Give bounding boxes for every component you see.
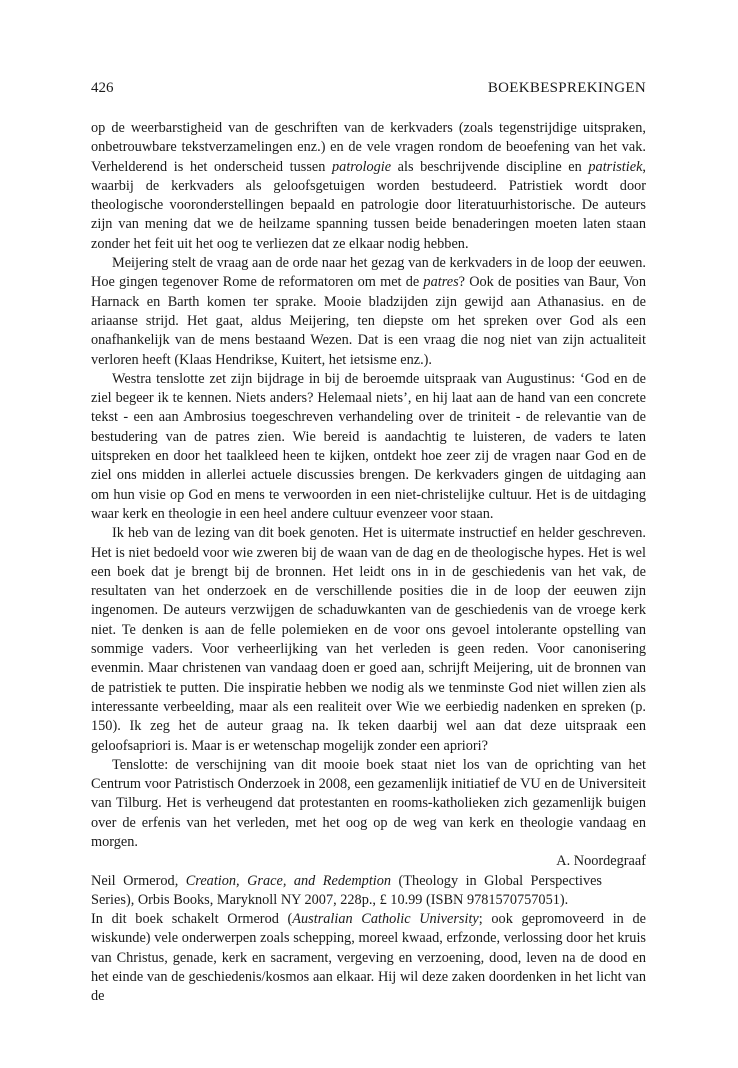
citation-author: Neil Ormerod, (91, 872, 186, 889)
paragraph-2-text-c: ? Ook de posities van Baur, Von Harnack en Barth komen ter sprake. Mooie bladzijden zijn gewijd aan Athanasius. en de ariaanse strijd. Het gaat, aldus Meijering, ten diepste om het spreken over God als een onafhankelijk van de mens bestaand Wezen. Dat is een vraag die nog niet van zijn actualiteit verloren heeft (Klaas Hendrikse, Kuitert, het ietsisme enz.). (91, 274, 646, 368)
paragraph-3: Westra tenslotte zet zijn bijdrage in bij de beroemde uitspraak van Augustinus: ‘God en de ziel begeer ik te kennen. Niets anders? Helemaal niets’, en hij laat aan de hand van een concrete tekst - een aan Ambrosius toegeschreven verhandeling over de triniteit - de relevantie van de bestudering van de patres zien. Wie bereid is aandachtig te luisteren, de vaders te laten uitspreken en door het taalkleed heen te kijken, ontdekt hoe zeer zij de vragen naar God en de ziel ons midden in allerlei actuele discussies brengen. De kerkvaders gingen de uitdaging aan om hun visie op God en mens te verwoorden in een niet-christelijke cultuur. Het is de uitdaging waar kerk en theologie in een heel andere cultuur evenzeer voor staan. (91, 370, 646, 522)
term-patres: patres (423, 274, 459, 291)
paragraph-1-text-a: op de weerbarstigheid van de geschriften van de kerkvaders (zoals tegenstrijdige uitspraken, onbetrouwbare tekstverzamelingen enz.) en de vele vragen rondom de beoefening van het vak. Verhelderend is het onderscheid tussen (91, 120, 646, 175)
paragraph-1-text-c: als beschrijvende discipline en (391, 158, 589, 175)
page-body (91, 119, 646, 1007)
running-title: BOEKBESPREKINGEN (487, 80, 646, 96)
page-number: 426 (91, 80, 114, 96)
page-header (91, 80, 646, 100)
next-text-c: ; ook gepromoveerd in de wiskunde) vele onderwerpen zoals schepping, moreel kwaad, erfzonde, verlossing door het kruis van Christus, genade, kerk en sacrament, vergeving en verzoening, dood, leven na de dood en het einde van de geschiedenis/kosmos aan elkaar. Hij wil deze zaken doordenken in het licht van de (91, 911, 646, 1005)
book-citation (91, 872, 602, 911)
next-review-paragraph (91, 910, 646, 1006)
term-patristiek: patristiek (588, 158, 643, 175)
paragraph-1-text-e: , waarbij de kerkvaders als geloofsgetuigen worden bestudeerd. Patristiek wordt door theologische vooronderstellingen bepaald en patrologie door literatuurhistorische. De auteurs zijn van mening dat we de heilzame spanning tussen beide benaderingen moeten laten staan zonder het feit uit het oog te verliezen dat ze elkaar nodig hebben. (91, 158, 646, 252)
next-text-a: In dit boek schakelt Ormerod ( (91, 911, 293, 928)
term-patrologie: patrologie (332, 158, 392, 175)
citation-details: (Theology in Global Perspectives Series), Orbis Books, Maryknoll NY 2007, 228p., £ 10.99 (ISBN 9781570757051). (91, 872, 603, 908)
paragraph-4: Ik heb van de lezing van dit boek genoten. Het is uitermate instructief en helder geschreven. Het is niet bedoeld voor wie zweren bij de waan van de dag en de theologische hypes. Het is wel een boek dat je brengt bij de bronnen. Het leidt ons in in de geschiedenis van het vak, de resultaten van het onderzoek en de verschillende posities die in de loop der eeuwen zijn ingenomen. De auteurs verzwijgen de schaduwkanten van de geschiedenis van de vroege kerk niet. Te denken is aan de felle polemieken en de voor ons gevoel intolerante opstelling van sommige vaders. Voor verheerlijking van het verleden is geen reden. Voor canonisering evenmin. Maar christenen van vandaag doen er goed aan, schrijft Meijering, uit de bronnen van de patristiek te putten. Die inspiratie hebben we nodig als we tenminste God niet willen zien als interessante verbeelding, maar als een realiteit over Wie we eerbiedig nadenken en spreken (p. 150). Ik zeg het de auteur graag na. Ik teken daarbij wel aan dat deze uitspraak een geloofsapriori is. Maar is er wetenschap mogelijk zonder een apriori? (91, 525, 646, 754)
paragraph-2 (91, 254, 646, 370)
paragraph-5: Tenslotte: de verschijning van dit mooie boek staat niet los van de oprichting van het Centrum voor Patristisch Onderzoek in 2008, een gezamenlijk initiatief de VU en de Universiteit van Tilburg. Het is verheugend dat protestanten en rooms-katholieken zich gezamenlijk buigen over de erfenis van het verleden, met het oog op de weg van kerk en theologie vandaag en morgen. (91, 756, 646, 850)
paragraph-1 (91, 119, 646, 254)
citation-title: Creation, Grace, and Redemption (185, 872, 392, 889)
review-signature: A. Noordegraaf (556, 853, 646, 870)
paragraph-2-text-a: Meijering stelt de vraag aan de orde naar het gezag van de kerkvaders in de loop der eeuwen. Hoe gingen tegenover Rome de reformatoren om met de (91, 255, 646, 291)
institution-name: Australian Catholic University (292, 911, 479, 928)
